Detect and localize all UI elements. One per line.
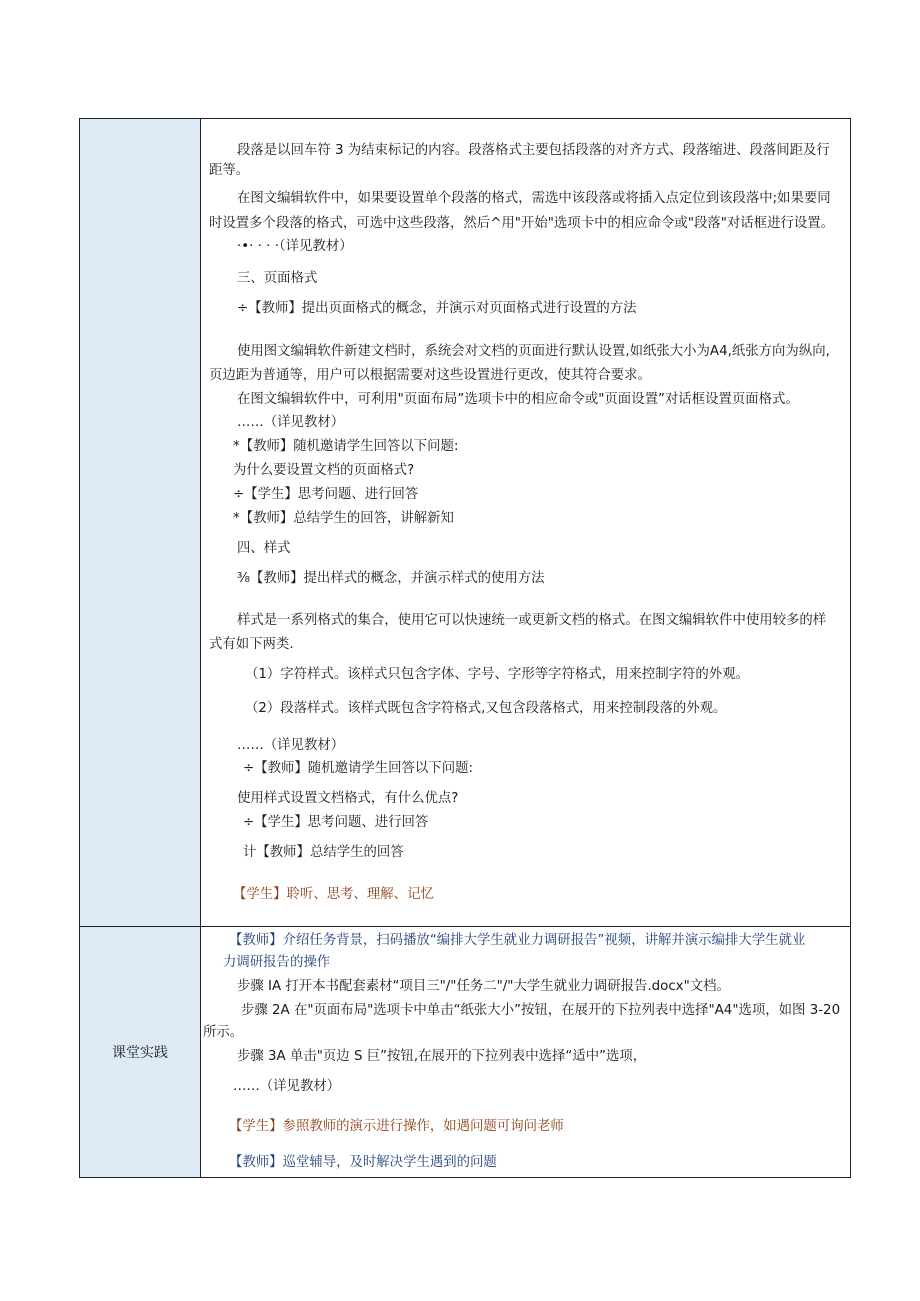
step-line: 步骤 3A 单击"页边 S 巨”按钮,在展开的下拉列表中选择“适中”选项， <box>237 1049 647 1064</box>
text-line: 使用图文编辑软件新建文档时，系统会对文档的页面进行默认设置,如纸张大小为A4,纸张方向为纵向, <box>237 344 830 359</box>
text-line: 样式是一系列格式的集合，使用它可以快速统一或更新文档的格式。在图文编辑软件中使用较多的样 <box>237 613 827 628</box>
text-line: 在图文编辑软件中，如果要设置单个段落的格式，需选中该段落或将插入点定位到该段落中;如果要同 <box>237 191 831 206</box>
text-line: 时设置多个段落的格式，可选中这些段落，然后^用"开始"选项卡中的相应命令或"段落"对话框进行设置。 <box>209 216 835 231</box>
text-line: 式有如下两类. <box>209 637 294 652</box>
text-line: （2）段落样式。该样式既包含字符格式,又包含段落格式，用来控制段落的外观。 <box>245 701 727 716</box>
teacher-line: 力调研报告的操作 <box>223 955 331 970</box>
text-line: ……（详见教材） <box>237 738 345 753</box>
teacher-line: 【教师】介绍任务背景，扫码播放“编排大学生就业力调研报告”视频，讲解并演示编排大学生就业 <box>229 933 806 948</box>
text-line: （1）字符样式。该样式只包含字体、字号、字形等字符格式，用来控制字符的外观。 <box>245 667 749 682</box>
text-line: 使用样式设置文档格式，有什么优点? <box>237 791 459 806</box>
text-line: 在图文编辑软件中，可利用"页面布局”选项卡中的相应命令或"页面设置”对话框设置页面格式。 <box>237 392 799 407</box>
text-line: ÷【学生】思考问题、进行回答 <box>233 487 419 502</box>
text-line: 为什么要设置文档的页面格式? <box>233 463 415 478</box>
text-line: 距等。 <box>209 163 250 178</box>
text-line: ÷【教师】提出页面格式的概念，并演示对页面格式进行设置的方法 <box>237 301 637 316</box>
student-activity-line: 【学生】聆听、思考、理解、记忆 <box>233 887 434 902</box>
table-row <box>80 927 851 1178</box>
content-cell <box>201 927 851 1178</box>
row-label-cell <box>80 927 201 1178</box>
practice-content <box>201 927 850 1177</box>
text-line: 页边距为普通等，用户可以根据需要对这些设置进行更改，使其符合要求。 <box>209 368 651 383</box>
section-heading: 四、样式 <box>237 541 291 556</box>
teacher-line: 【教师】巡堂辅导，及时解决学生遇到的问题 <box>229 1155 497 1170</box>
text-line: ……（详见教材） <box>237 415 345 430</box>
lesson-table <box>79 118 851 1178</box>
step-line: 步骤 IA 打开本书配套素材“项目三"/"任务二"/"大学生就业力调研报告.docx"文档。 <box>237 979 730 994</box>
text-line: 段落是以回车符 3 为结束标记的内容。段落格式主要包括段落的对齐方式、段落缩进、段落间距及行 <box>237 143 830 158</box>
table-row <box>80 119 851 927</box>
step-line: 所示。 <box>203 1025 244 1040</box>
text-line: *【教师】总结学生的回答，讲解新知 <box>233 511 454 526</box>
text-line: *【教师】随机邀请学生回答以下问题: <box>233 439 459 454</box>
lecture-content <box>201 119 850 926</box>
text-line: ÷【学生】思考问题、进行回答 <box>243 815 429 830</box>
text-line: 计【教师】总结学生的回答 <box>243 845 404 860</box>
text-line: ……（详见教材） <box>233 1079 341 1094</box>
section-heading: 三、页面格式 <box>237 271 318 286</box>
row-label-cell-empty <box>80 119 201 927</box>
text-line: ⅜【教师】提出样式的概念，并演示样式的使用方法 <box>237 571 545 586</box>
student-activity-line: 【学生】参照教师的演示进行操作，如遇问题可询问老师 <box>229 1119 564 1134</box>
content-cell <box>201 119 851 927</box>
text-line: ÷【教师】随机邀请学生回答以下问题: <box>243 761 473 776</box>
step-line: 步骤 2A 在"页面布局"选项卡中单击“纸张大小”按钮，在展开的下拉列表中选择"A4"选项，如图 3-20 <box>241 1003 841 1018</box>
text-line: ·•· · · ·（详见教材） <box>237 239 353 254</box>
row-label: 课堂实践 <box>112 1045 168 1061</box>
